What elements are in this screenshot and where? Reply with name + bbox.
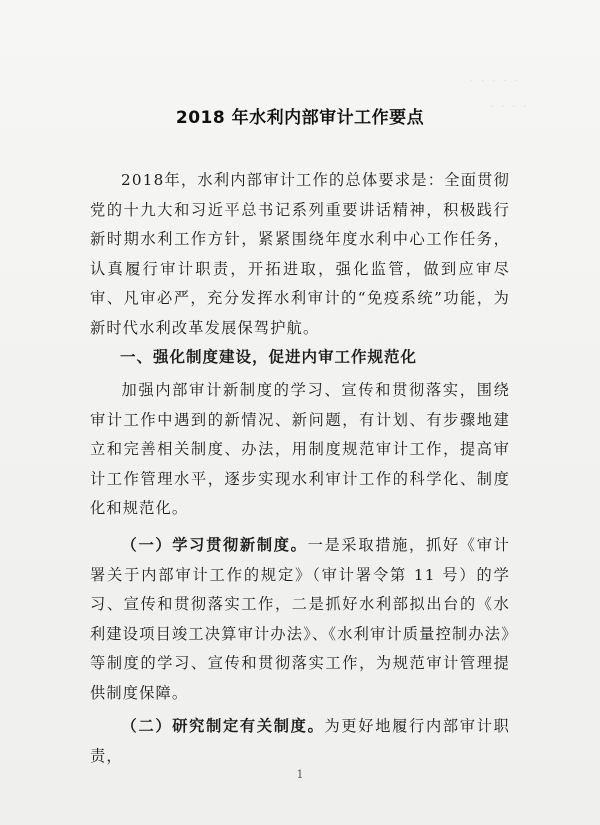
- item-paragraph-1: [90, 531, 510, 709]
- item-lead: （一）学习贯彻新制度。: [121, 536, 308, 554]
- bleed-through-text: · · · ·: [490, 100, 529, 113]
- section-body-text: 加强内部审计新制度的学习、宣传和贯彻落实，围绕审计工作中遇到的新情况、新问题，有计划、有步骤地建立和完善相关制度、办法，用制度规范审计工作，提高审计工作管理水平，逐步实现水利审计工作的科学化、制度化和规范化。: [90, 381, 510, 518]
- document-title: 2018 年水利内部审计工作要点: [175, 108, 425, 128]
- intro-paragraph: [90, 166, 510, 344]
- page-number: 1: [296, 768, 304, 781]
- item-text: 为更好地履行内部审计职责，: [90, 717, 510, 765]
- section-heading: 一、强化制度建设，促进内审工作规范化: [120, 348, 418, 366]
- item-lead: （二）研究制定有关制度。: [121, 717, 325, 735]
- bleed-through-text: · · · · ·: [470, 74, 520, 87]
- section-body-paragraph: [90, 376, 510, 524]
- intro-text: 2018年，水利内部审计工作的总体要求是：全面贯彻党的十九大和习近平总书记系列重要讲话精神，积极践行新时期水利工作方针，紧紧围绕年度水利中心工作任务，认真履行审计职责，开拓进取，强化监管，做到应审尽审、凡审必严，充分发挥水利审计的“免疫系统”功能，为新时代水利改革发展保驾护航。: [90, 171, 510, 337]
- item-text: 一是采取措施，抓好《审计署关于内部审计工作的规定》（审计署令第 11 号）的学习、宣传和贯彻落实工作，二是抓好水利部拟出台的《水利建设项目竣工决算审计办法》、《水利审计质量控制办法》等制度的学习、宣传和贯彻落实工作，为规范审计管理提供制度保障。: [90, 536, 511, 702]
- item-paragraph-2: [90, 712, 510, 771]
